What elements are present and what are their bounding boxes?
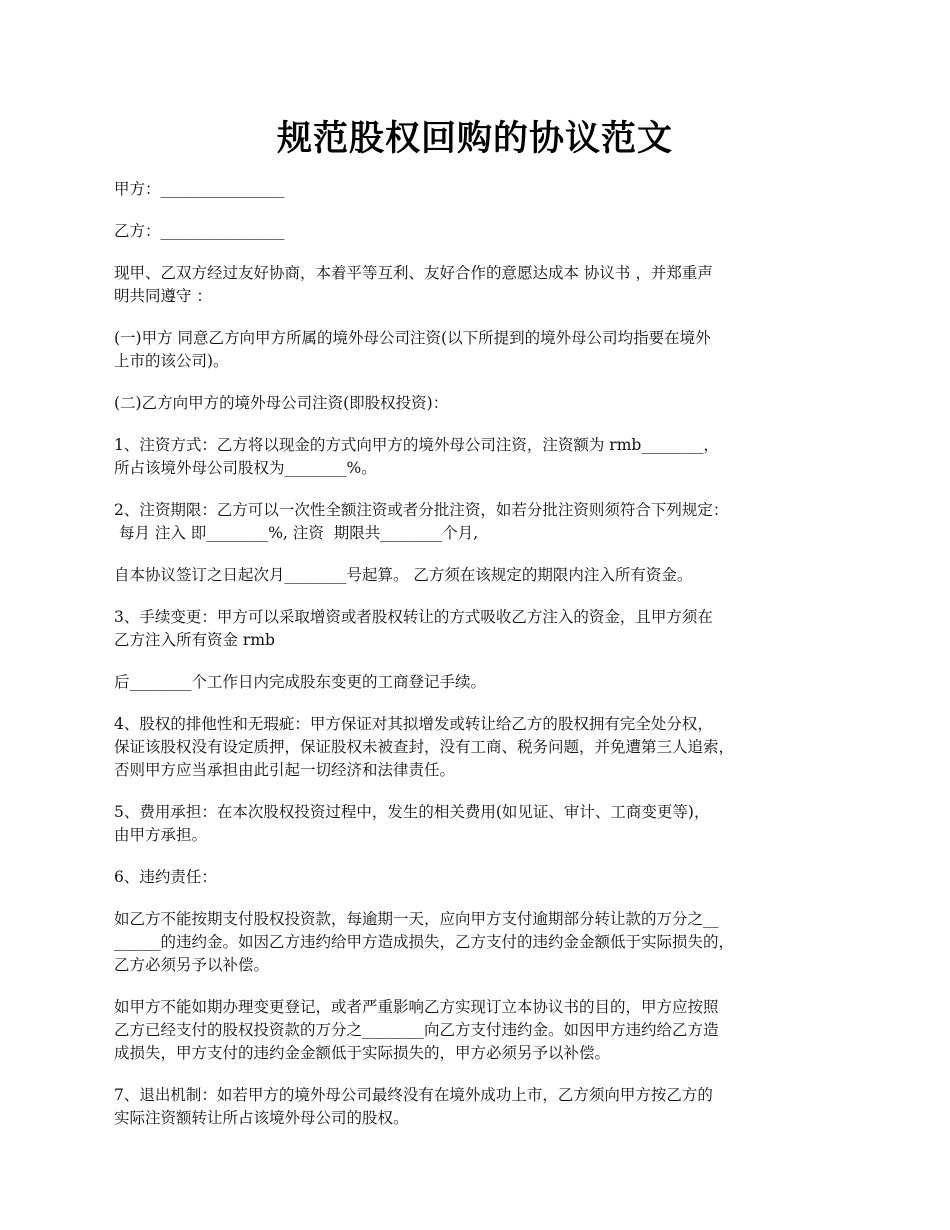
text-line: 自本协议签订之日起次月________号起算。 乙方须在该规定的期限内注入所有资金。 (114, 566, 693, 584)
text-line: 乙方已经支付的股权投资款的万分之________向乙方支付违约金。如因甲方违约给乙方造 (114, 1021, 719, 1039)
paragraph (114, 262, 854, 308)
paragraph (114, 996, 854, 1065)
text-line: 实际注资额转让所占该境外母公司的股权。 (114, 1109, 409, 1127)
text-line: (一)甲方 同意乙方向甲方所属的境外母公司注资(以下所提到的境外母公司均指要在境外 (114, 329, 711, 347)
text-line: 4、股权的排他性和无瑕疵：甲方保证对其拟增发或转让给乙方的股权拥有完全处分权， (114, 715, 713, 733)
text-line: 否则甲方应当承担由此引起一切经济和法律责任。 (114, 761, 456, 779)
paragraph (114, 671, 854, 694)
text-line: 成损失，甲方支付的违约金金额低于实际损失的，甲方必须另予以补偿。 (114, 1044, 611, 1062)
text-line: (二)乙方向甲方的境外母公司注资(即股权投资)： (114, 394, 449, 412)
paragraph (114, 220, 854, 243)
paragraph (114, 392, 854, 415)
text-line: 2、注资期限：乙方可以一次性全额注资或者分批注资，如若分批注资则须符合下列规定： (114, 501, 729, 519)
text-line: 上市的该公司)。 (114, 352, 229, 370)
text-line: 7、退出机制：如若甲方的境外母公司最终没有在境外成功上市，乙方须向甲方按乙方的 (114, 1086, 713, 1104)
paragraph (114, 801, 854, 847)
paragraph (114, 327, 854, 373)
text-line: 乙方注入所有资金 rmb (114, 631, 275, 649)
document-title: 规范股权回购的协议范文 (276, 118, 673, 159)
text-line: 1、注资方式：乙方将以现金的方式向甲方的境外母公司注资，注资额为 rmb________， (114, 436, 719, 454)
text-line: 明共同遵守 ： (114, 287, 212, 305)
paragraph (114, 178, 854, 201)
paragraph (114, 564, 854, 587)
text-line: 5、费用承担：在本次股权投资过程中，发生的相关费用(如见证、审计、工商变更等)， (114, 803, 710, 821)
text-line: 如乙方不能按期支付股权投资款，每逾期一天，应向甲方支付逾期部分转让款的万分之__ (114, 910, 719, 928)
text-line: 乙方：________________ (114, 222, 285, 240)
paragraph (114, 908, 854, 977)
paragraph (114, 866, 854, 889)
text-line: 现甲、乙双方经过友好协商，本着平等互利、友好合作的意愿达成本 协议书 ，并郑重声 (114, 264, 713, 282)
text-line: 甲方：________________ (114, 180, 285, 198)
text-line: 保证该股权没有设定质押，保证股权未被查封，没有工商、税务问题，并免遭第三人追索， (114, 738, 735, 756)
text-line: 乙方必须另予以补偿。 (114, 956, 270, 974)
text-line: 所占该境外母公司股权为________%。 (114, 459, 377, 477)
text-line: 每月 注入 即________%, 注资 期限共________个月, (114, 524, 479, 542)
paragraph (114, 713, 854, 782)
text-line: 由甲方承担。 (114, 826, 208, 844)
paragraph (114, 606, 854, 652)
text-line: 后________个工作日内完成股东变更的工商登记手续。 (114, 673, 487, 691)
text-line: 6、违约责任： (114, 868, 217, 886)
text-line: ______的违约金。如因乙方违约给甲方造成损失，乙方支付的违约金金额低于实际损失的， (114, 933, 735, 951)
paragraph (114, 434, 854, 480)
paragraph (114, 1084, 854, 1130)
text-line: 3、手续变更：甲方可以采取增资或者股权转让的方式吸收乙方注入的资金，且甲方须在 (114, 608, 713, 626)
paragraph (114, 499, 854, 545)
document-body (114, 178, 854, 1149)
text-line: 如甲方不能如期办理变更登记，或者严重影响乙方实现订立本协议书的目的，甲方应按照 (114, 998, 719, 1016)
